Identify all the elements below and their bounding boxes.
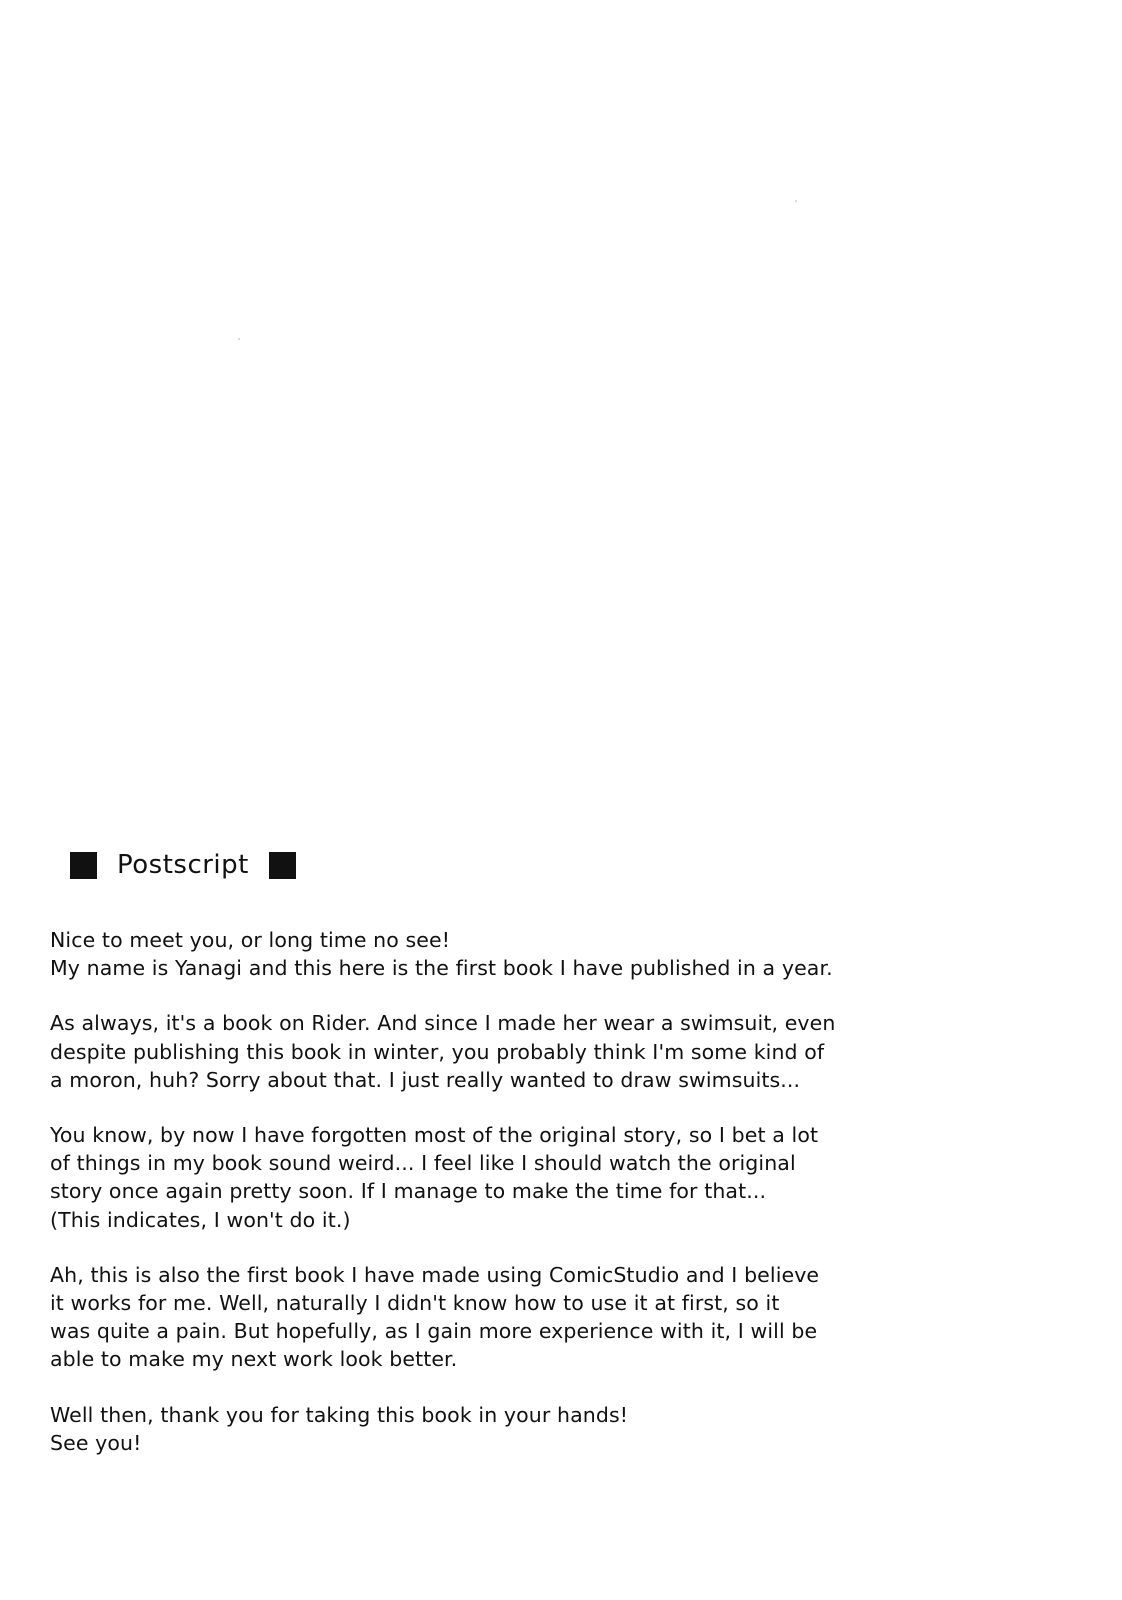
paragraph-comicstudio xyxy=(50,1261,900,1374)
heading-title: Postscript xyxy=(117,850,249,880)
paragraph-swimsuit xyxy=(50,1009,900,1094)
text-line: was quite a pain. But hopefully, as I gain more experience with it, I will be xyxy=(50,1319,818,1344)
paragraph-story xyxy=(50,1121,900,1234)
black-square-icon-left xyxy=(70,852,97,879)
postscript-body xyxy=(50,926,900,1484)
postscript-heading xyxy=(70,847,296,883)
paper-speck xyxy=(238,338,240,340)
paragraph-greeting xyxy=(50,926,900,982)
paragraph-farewell xyxy=(50,1401,900,1457)
text-line: despite publishing this book in winter, you probably think I'm some kind of xyxy=(50,1039,825,1064)
text-line: Well then, thank you for taking this book in your hands! xyxy=(50,1402,629,1427)
text-line: You know, by now I have forgotten most of the original story, so I bet a lot xyxy=(50,1123,819,1148)
black-square-icon-right xyxy=(269,852,296,879)
text-line: a moron, huh? Sorry about that. I just really wanted to draw swimsuits... xyxy=(50,1067,801,1092)
text-line: able to make my next work look better. xyxy=(50,1347,458,1372)
paper-speck xyxy=(795,200,797,202)
text-line: story once again pretty soon. If I manage to make the time for that... xyxy=(50,1179,767,1204)
text-line: (This indicates, I won't do it.) xyxy=(50,1207,351,1232)
text-line: of things in my book sound weird... I feel like I should watch the original xyxy=(50,1151,796,1176)
text-line: My name is Yanagi and this here is the first book I have published in a year. xyxy=(50,956,833,981)
text-line: See you! xyxy=(50,1430,142,1455)
text-line: Ah, this is also the first book I have made using ComicStudio and I believe xyxy=(50,1262,820,1287)
text-line: As always, it's a book on Rider. And since I made her wear a swimsuit, even xyxy=(50,1011,836,1036)
text-line: Nice to meet you, or long time no see! xyxy=(50,928,451,952)
text-line: it works for me. Well, naturally I didn't know how to use it at first, so it xyxy=(50,1291,780,1316)
